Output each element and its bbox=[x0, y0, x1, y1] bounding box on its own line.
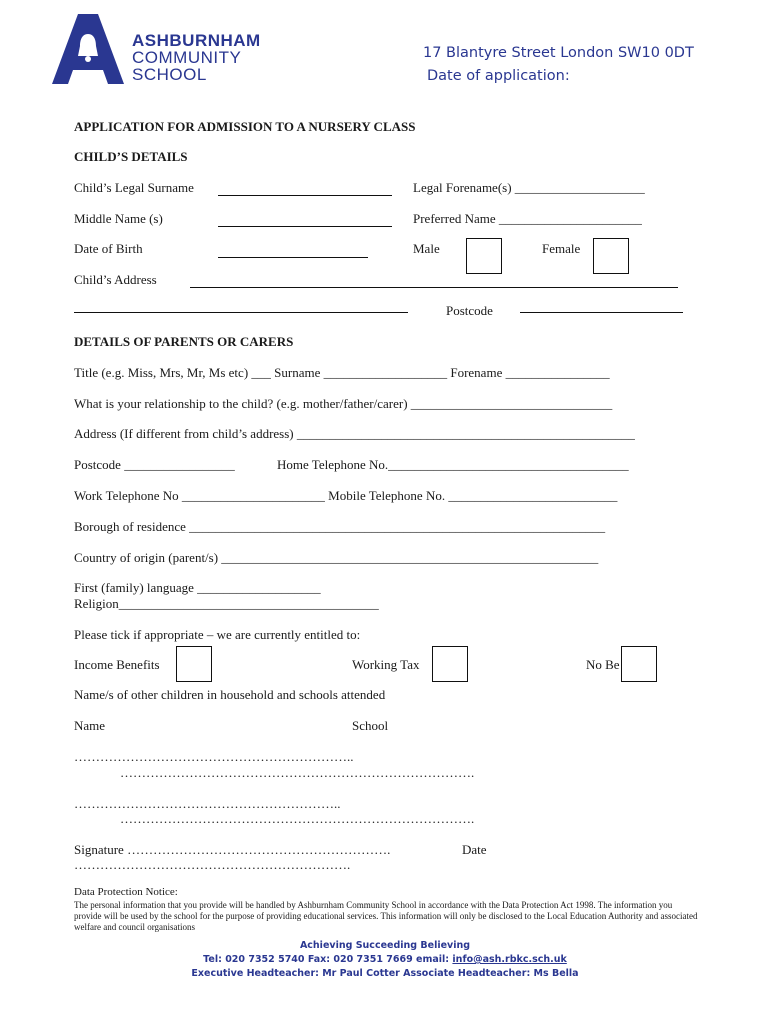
working-tax-checkbox[interactable] bbox=[432, 646, 468, 682]
data-protection-heading: Data Protection Notice: bbox=[74, 886, 178, 898]
other-child-name-field-1[interactable]: ……………………………………………………….. bbox=[74, 749, 354, 764]
form-title: APPLICATION FOR ADMISSION TO A NURSERY CLASS bbox=[74, 119, 416, 134]
income-benefits-label: Income Benefits bbox=[74, 657, 160, 672]
signature-field-line2[interactable]: ………………………………………………………. bbox=[74, 857, 351, 872]
school-address: 17 Blantyre Street London SW10 0DT bbox=[423, 45, 694, 61]
date-label: Date bbox=[462, 842, 487, 857]
bell-a-logo-icon bbox=[52, 14, 124, 84]
dob-label: Date of Birth bbox=[74, 241, 143, 256]
signature-field[interactable]: Signature ……………………………………………………. bbox=[74, 842, 391, 857]
dob-field[interactable] bbox=[218, 257, 368, 258]
female-checkbox[interactable] bbox=[593, 238, 629, 274]
data-protection-body: The personal information that you provide will be handled by Ashburnham Community School in accordance with the Data Protection Act 1998. The information you provide will be used by the school for the purpose of providing educational services. This information will only be disclosed to the Local Education Authority and associated welfare and council organisations bbox=[74, 900, 698, 932]
name-column-label: Name bbox=[74, 718, 106, 733]
child-address-field-line1[interactable] bbox=[190, 287, 678, 288]
footer-contact-phones: Tel: 020 7352 5740 Fax: 020 7351 7669 email: bbox=[203, 954, 453, 965]
other-children-label: Name/s of other children in household and schools attended bbox=[74, 687, 386, 702]
child-section-heading: CHILD’S DETAILS bbox=[74, 149, 188, 164]
footer-email-link[interactable]: info@ash.rbkc.sch.uk bbox=[452, 954, 567, 965]
child-address-field-line2[interactable] bbox=[74, 312, 408, 313]
home-telephone-field[interactable]: Home Telephone No._____________________________________ bbox=[277, 457, 629, 472]
footer-headteachers: Executive Headteacher: Mr Paul Cotter Associate Headteacher: Ms Bella bbox=[191, 968, 579, 979]
middle-name-field[interactable] bbox=[218, 226, 392, 227]
religion-field[interactable]: Religion________________________________________ bbox=[74, 596, 379, 611]
income-benefits-checkbox[interactable] bbox=[176, 646, 212, 682]
working-tax-label: Working Tax bbox=[352, 657, 420, 672]
other-child-school-field-1[interactable]: ………………………………………………………………………. bbox=[120, 765, 475, 780]
tick-prompt: Please tick if appropriate – we are currently entitled to: bbox=[74, 627, 361, 642]
female-label: Female bbox=[542, 241, 581, 256]
footer-contact bbox=[0, 954, 770, 965]
male-label: Male bbox=[413, 241, 440, 256]
parent-title-surname-forename-fields[interactable]: Title (e.g. Miss, Mrs, Mr, Ms etc) ___ Surname ___________________ Forename ________________ bbox=[74, 365, 610, 380]
child-postcode-field[interactable] bbox=[520, 312, 683, 313]
child-address-label: Child’s Address bbox=[74, 272, 157, 287]
work-mobile-telephone-fields[interactable]: Work Telephone No ______________________ Mobile Telephone No. __________________________ bbox=[74, 488, 618, 503]
postcode-label: Postcode bbox=[446, 303, 493, 318]
family-language-field[interactable]: First (family) language ___________________ bbox=[74, 580, 321, 595]
parent-address-field[interactable]: Address (If different from child’s address) ____________________________________________________ bbox=[74, 426, 635, 441]
school-name-line3: SCHOOL bbox=[132, 65, 207, 84]
legal-surname-label: Child’s Legal Surname bbox=[74, 180, 194, 195]
footer-motto: Achieving Succeeding Believing bbox=[299, 940, 471, 951]
no-benefits-label: No Be bbox=[586, 657, 620, 672]
date-of-application-label: Date of application: bbox=[427, 68, 570, 84]
other-child-name-field-2[interactable]: …………………………………………………….. bbox=[74, 796, 341, 811]
relationship-field[interactable]: What is your relationship to the child? (e.g. mother/father/carer) _______________________________ bbox=[74, 396, 613, 411]
borough-field[interactable]: Borough of residence ________________________________________________________________ bbox=[74, 519, 606, 534]
no-benefits-checkbox[interactable] bbox=[621, 646, 657, 682]
other-child-school-field-2[interactable]: ………………………………………………………………………. bbox=[120, 811, 475, 826]
school-name-line2: COMMUNITY bbox=[132, 48, 242, 67]
parent-postcode-field[interactable]: Postcode _________________ bbox=[74, 457, 235, 472]
legal-forenames-field[interactable]: Legal Forename(s) ____________________ bbox=[413, 180, 645, 195]
middle-name-label: Middle Name (s) bbox=[74, 211, 163, 226]
parents-section-heading: DETAILS OF PARENTS OR CARERS bbox=[74, 334, 294, 349]
school-name-line1: ASHBURNHAM bbox=[132, 31, 261, 50]
country-of-origin-field[interactable]: Country of origin (parent/s) __________________________________________________________ bbox=[74, 550, 599, 565]
legal-surname-field[interactable] bbox=[218, 195, 392, 196]
male-checkbox[interactable] bbox=[466, 238, 502, 274]
preferred-name-field[interactable]: Preferred Name ______________________ bbox=[413, 211, 642, 226]
school-column-label: School bbox=[352, 718, 389, 733]
